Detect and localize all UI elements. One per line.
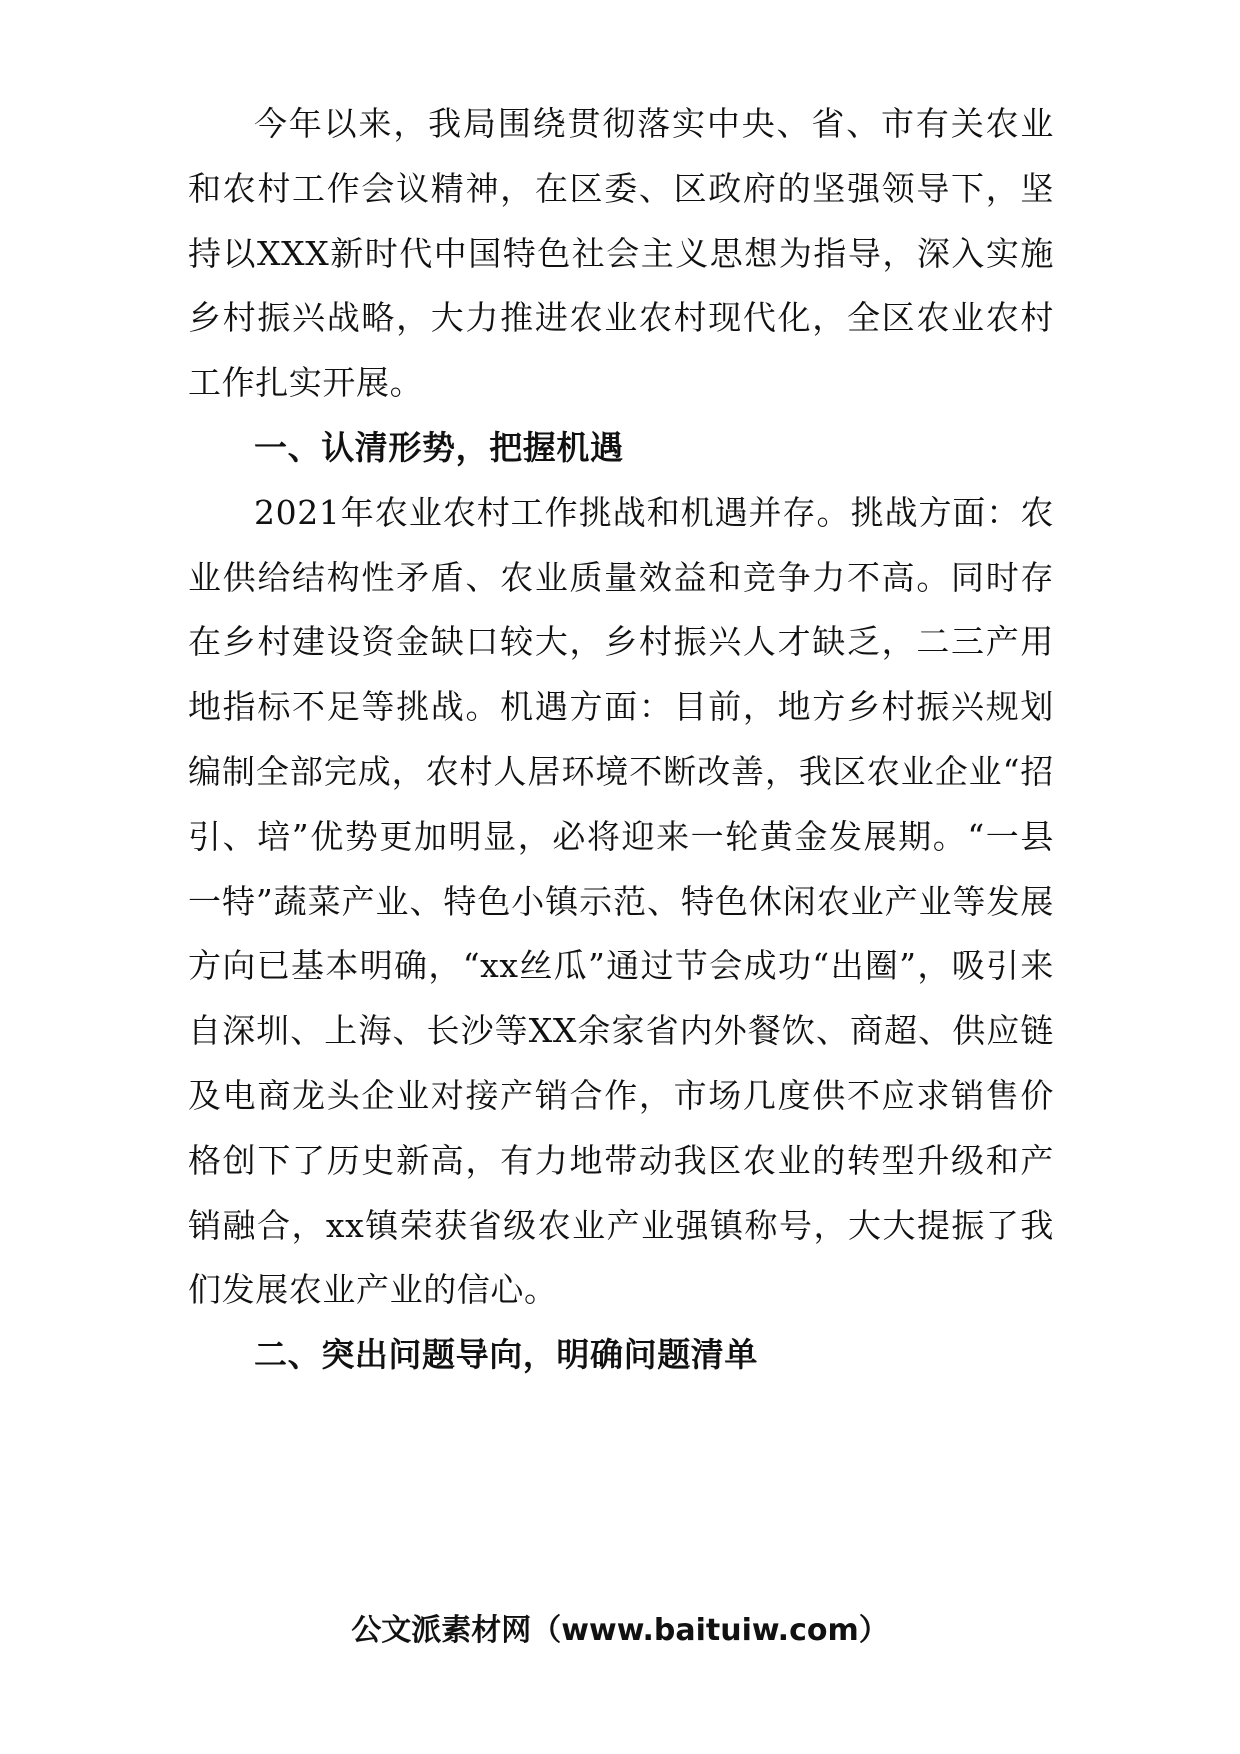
section-heading-1: 一、认清形势，把握机遇: [254, 427, 624, 467]
situation-paragraph: 2021年农业农村工作挑战和机遇并存。挑战方面：农业供给结构性矛盾、农业质量效益和竞争力不高。同时存在乡村建设资金缺口较大，乡村振兴人才缺乏，二三产用地指标不足等挑战。机遇方面：目前，地方乡村振兴规划编制全部完成，农村人居环境不断改善，我区农业企业“招引、培”优势更加明显，必将迎来一轮黄金发展期。“一县一特”蔬菜产业、特色小镇示范、特色休闲农业产业等发展方向已基本明确，“xx丝瓜”通过节会成功“出圈”，吸引来自深圳、上海、长沙等XX余家省内外餐饮、商超、供应链及电商龙头企业对接产销合作，市场几度供不应求销售价格创下了历史新高，有力地带动我区农业的转型升级和产销融合，xx镇荣获省级农业产业强镇称号，大大提振了我们发展农业产业的信心。: [188, 492, 1054, 1310]
section-heading-2: 二、突出问题导向，明确问题清单: [254, 1335, 758, 1375]
document-body: [188, 92, 1054, 1388]
source-footer: 公文派素材网（www.baituiw.com）: [351, 1613, 889, 1648]
intro-paragraph: 今年以来，我局围绕贯彻落实中央、省、市有关农业和农村工作会议精神，在区委、区政府的坚强领导下，坚持以XXX新时代中国特色社会主义思想为指导，深入实施乡村振兴战略，大力推进农业农村现代化，全区农业农村工作扎实开展。: [188, 104, 1054, 403]
